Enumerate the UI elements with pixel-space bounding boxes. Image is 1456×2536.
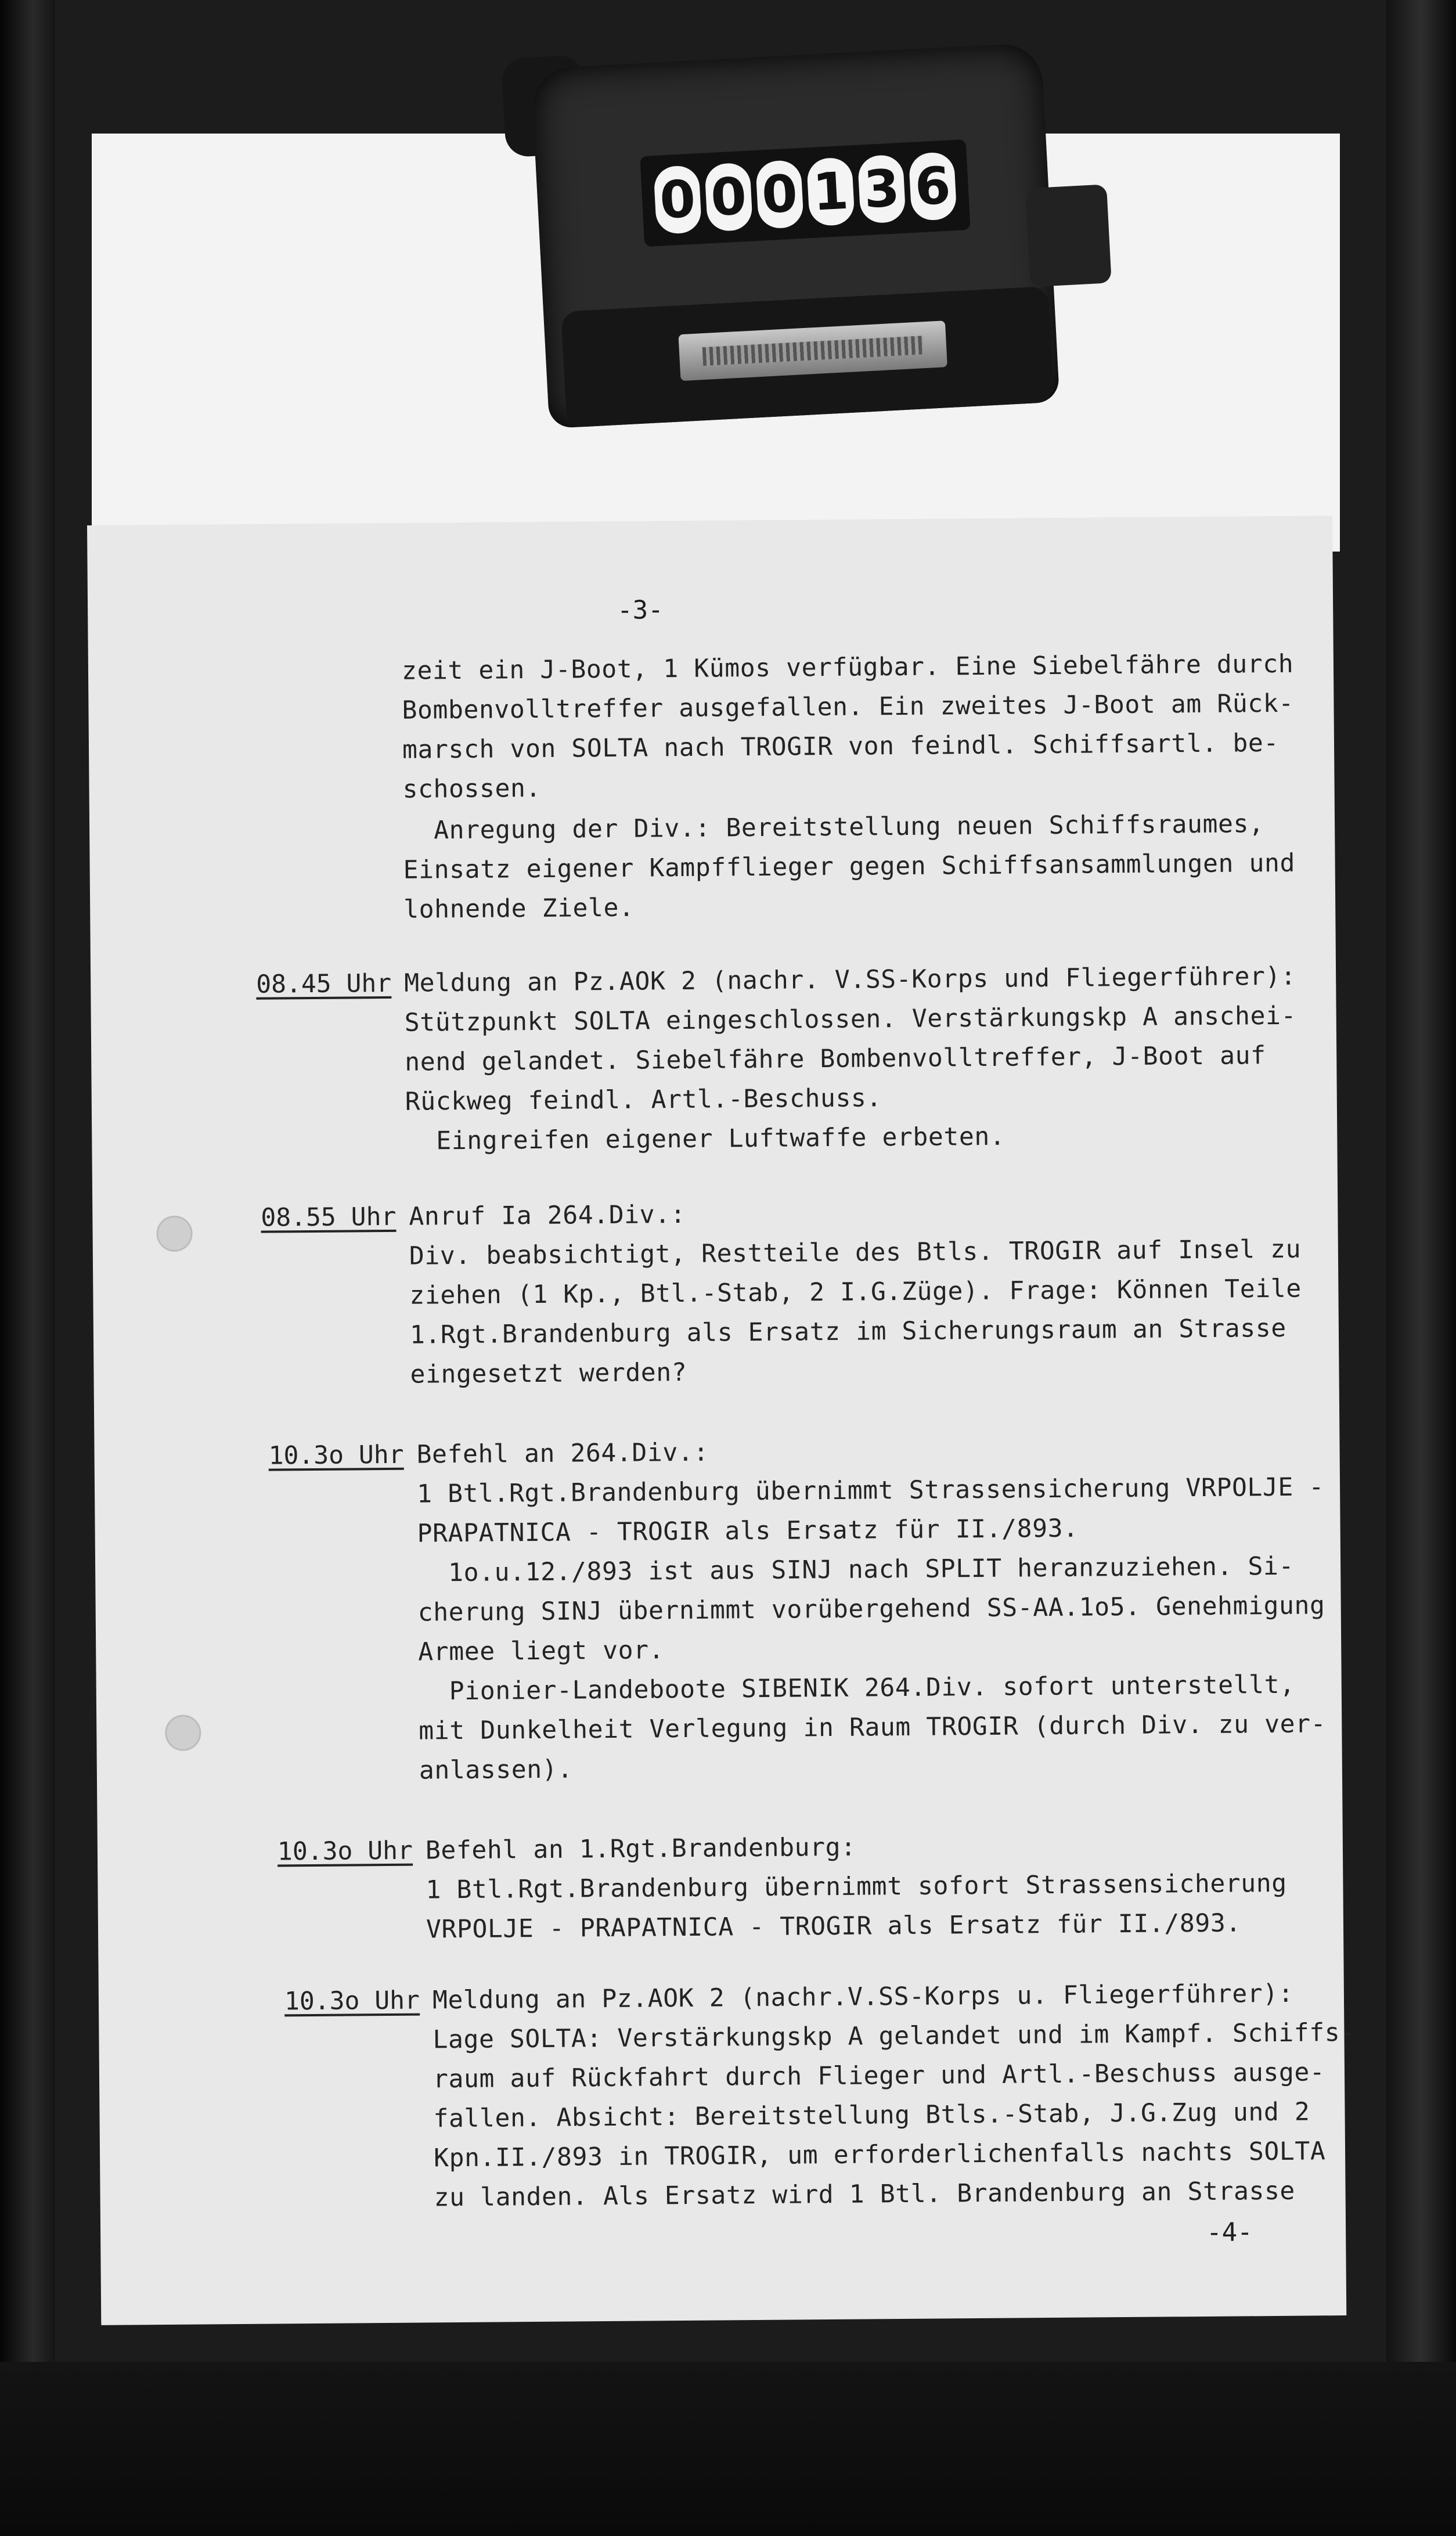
entry-line: ziehen (1 Kp., Btl.-Stab, 2 I.G.Züge). Frage: Können Teile [409, 1274, 1302, 1310]
intro-line: schossen. [402, 773, 542, 804]
entry-line: PRAPATNICA - TROGIR als Ersatz für II./893. [417, 1514, 1079, 1548]
entry-line: Armee liegt vor. [418, 1636, 665, 1667]
frame-counter-device [531, 42, 1072, 434]
film-frame-right [1386, 0, 1456, 2536]
entry-line: Pionier-Landeboote SIBENIK 264.Div. sofort unterstellt, [418, 1670, 1295, 1706]
entry-line: Anruf Ia 264.Div.: [409, 1199, 686, 1231]
intro-line: Anregung der Div.: Bereitstellung neuen Schiffsraumes, [402, 809, 1264, 845]
entry-line: Lage SOLTA: Verstärkungskp A gelandet und im Kampf. Schiffs- [433, 2018, 1356, 2055]
entry-line: fallen. Absicht: Bereitstellung Btls.-Stab, J.G.Zug und 2 [433, 2097, 1310, 2134]
entry-line: nend gelandet. Siebelfähre Bombenvolltreffer, J-Boot auf [405, 1041, 1266, 1077]
entry-line: cherung SINJ übernimmt vorübergehend SS-AA.1o5. Genehmigung [417, 1591, 1325, 1627]
entry-line: Befehl an 1.Rgt.Brandenburg: [425, 1832, 856, 1865]
punch-hole [165, 1715, 201, 1751]
intro-line: zeit ein J-Boot, 1 Kümos verfügbar. Eine Siebelfähre durch [401, 649, 1294, 686]
punch-hole [156, 1216, 192, 1252]
counter-display [640, 139, 970, 247]
entry-line: Meldung an Pz.AOK 2 (nachr.V.SS-Korps u. Fliegerführer): [432, 1979, 1294, 2015]
entry-line: 1o.u.12./893 ist aus SINJ nach SPLIT heranzuziehen. Si- [417, 1551, 1295, 1588]
entry-line: 1 Btl.Rgt.Brandenburg übernimmt Strassensicherung VRPOLJE - [416, 1472, 1325, 1509]
entry-line: 1 Btl.Rgt.Brandenburg übernimmt sofort Strassensicherung [426, 1868, 1287, 1905]
entry-line: Stützpunkt SOLTA eingeschlossen. Verstärkungskp A anschei- [404, 1001, 1297, 1038]
entry-line: raum auf Rückfahrt durch Flieger und Artl.-Beschuss ausge- [433, 2058, 1325, 2094]
entry-time: 10.3o Uhr [277, 1836, 413, 1867]
intro-line: lohnende Ziele. [403, 893, 635, 924]
entry-line: Befehl an 264.Div.: [416, 1438, 709, 1469]
counter-digit: 0 [653, 165, 702, 235]
typed-document-page [87, 516, 1356, 2325]
entry-time: 10.3o Uhr [268, 1440, 404, 1471]
entry-line: Rückweg feindl. Artl.-Beschuss. [405, 1083, 882, 1116]
counter-plate-grille [702, 336, 924, 366]
entry-line: anlassen). [419, 1755, 573, 1785]
counter-side-tab [1025, 184, 1112, 287]
entry-line: 1.Rgt.Brandenburg als Ersatz im Sicherungsraum an Strasse [409, 1313, 1286, 1350]
entry-line: zu landen. Als Ersatz wird 1 Btl. Brandenburg an Strasse [434, 2176, 1296, 2213]
counter-digit: 0 [704, 162, 753, 232]
entry-line: Kpn.II./893 in TROGIR, um erforderlichenfalls nachts SOLTA [433, 2137, 1326, 2173]
entry-time: 10.3o Uhr [284, 1986, 420, 2016]
entry-time: 08.45 Uhr [256, 968, 392, 999]
entry-line: Meldung an Pz.AOK 2 (nachr. V.SS-Korps und Fliegerführer): [404, 961, 1296, 998]
page-number-bottom: -4- [1206, 2217, 1253, 2247]
entry-line: Div. beabsichtigt, Restteile des Btls. TROGIR auf Insel zu [409, 1234, 1302, 1271]
film-frame-left [0, 0, 55, 2536]
counter-digit: 1 [806, 157, 855, 226]
entry-line: Eingreifen eigener Luftwaffe erbeten. [405, 1122, 1005, 1156]
counter-digit: 0 [755, 160, 804, 229]
entry-line: eingesetzt werden? [410, 1357, 687, 1389]
page-number-top: -3- [617, 595, 664, 625]
counter-digit: 3 [857, 154, 906, 224]
film-frame-bottom [0, 2362, 1456, 2536]
intro-line: marsch von SOLTA nach TROGIR von feindl. Schiffsartl. be- [402, 728, 1280, 765]
entry-line: mit Dunkelheit Verlegung in Raum TROGIR (durch Div. zu ver- [419, 1709, 1327, 1746]
counter-digit: 6 [909, 152, 957, 221]
entry-line: VRPOLJE - PRAPATNICA - TROGIR als Ersatz für II./893. [426, 1908, 1242, 1944]
intro-line: Einsatz eigener Kampfflieger gegen Schiffsansammlungen und [403, 848, 1296, 885]
intro-line: Bombenvolltreffer ausgefallen. Ein zweites J-Boot am Rück- [402, 689, 1294, 725]
entry-time: 08.55 Uhr [261, 1202, 397, 1233]
